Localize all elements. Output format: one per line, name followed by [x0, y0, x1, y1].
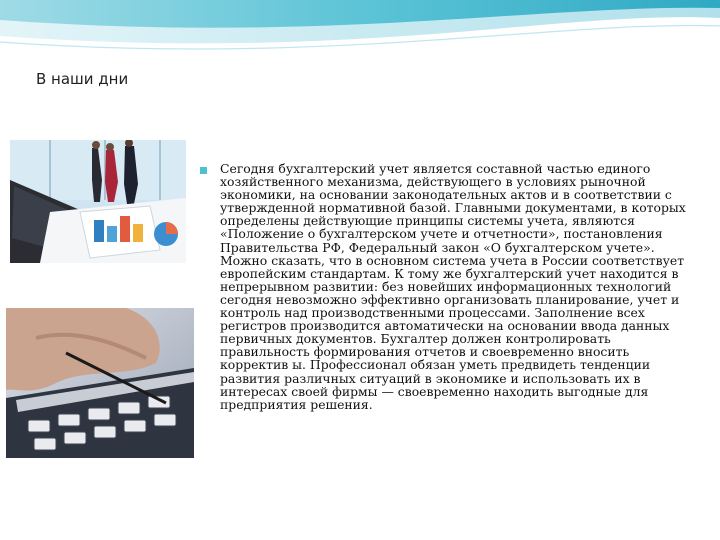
calculator-hand-photo — [6, 308, 194, 458]
slide-title: В наши дни — [36, 70, 129, 88]
bullet-list — [200, 162, 698, 411]
office-meeting-photo — [10, 140, 186, 263]
bullet-text: Сегодня бухгалтерский учет является составной частью единого хозяйственного механизма, действующего в условиях рыночной экономики, на основании законодательных актов и в соответствии с утвержденной нормативной базой. Главными документами, в которых определены действующие принципы системы учета, являются «Положение о бухгалтерском учете и отчетности», постановления Правительства РФ, Федеральный закон «О бухгалтерском учете». Можно сказать, что в основном система учета в России соответствует европейским стандартам. К тому же бухгалтерский учет находится в непрерывном развитии: без новейших информационных технологий сегодня невозможно эффективно организовать планирование, учет и контроль над производственными процессами. Заполнение всех регистров производится автоматически на основании ввода данных первичных документов. Бухгалтер должен контролировать правильность формирования отчетов и своевременно вносить корректив ы. Профессионал обязан уметь предвидеть тенденции развития различных ситуаций в экономике и использовать их в интересах своей фирмы — своевременно находить выгодные для предприятия решения. — [220, 161, 686, 412]
header-wave-decoration — [0, 0, 720, 80]
square-bullet-icon — [200, 167, 207, 174]
